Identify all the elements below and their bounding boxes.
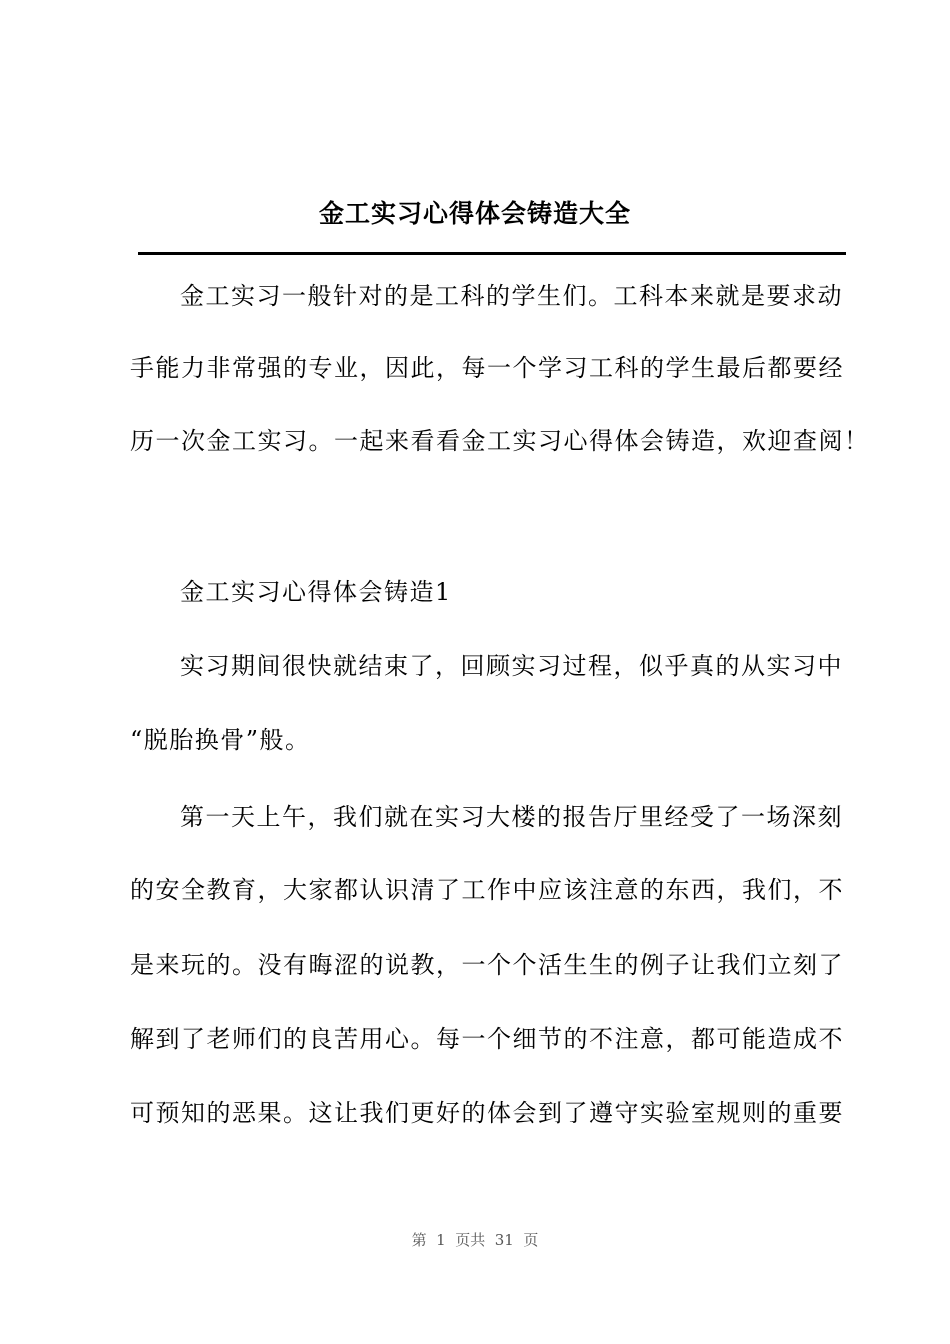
title-divider — [138, 252, 846, 255]
section-heading: 金工实习心得体会铸造1 — [180, 578, 452, 606]
paragraph2-line-1: 第一天上午，我们就在实习大楼的报告厅里经受了一场深刻 — [180, 803, 843, 831]
paragraph2-line-5: 可预知的恶果。这让我们更好的体会到了遵守实验室规则的重要 — [130, 1099, 844, 1127]
intro-line-2: 手能力非常强的专业，因此，每一个学习工科的学生最后都要经 — [130, 354, 844, 382]
intro-line-3: 历一次金工实习。一起来看看金工实习心得体会铸造，欢迎查阅！ — [130, 427, 870, 455]
document-title: 金工实习心得体会铸造大全 — [318, 199, 631, 228]
intro-line-1: 金工实习一般针对的是工科的学生们。工科本来就是要求动 — [180, 282, 843, 310]
paragraph2-line-3: 是来玩的。没有晦涩的说教，一个个活生生的例子让我们立刻了 — [130, 951, 844, 979]
paragraph1-line-1: 实习期间很快就结束了，回顾实习过程，似乎真的从实习中 — [180, 652, 843, 680]
page-footer: 第 1 页共 31 页 — [411, 1231, 539, 1249]
paragraph2-line-2: 的安全教育，大家都认识清了工作中应该注意的东西，我们，不 — [130, 876, 844, 904]
paragraph2-line-4: 解到了老师们的良苦用心。每一个细节的不注意，都可能造成不 — [130, 1025, 844, 1053]
paragraph1-line-2: “脱胎换骨”般。 — [130, 726, 311, 754]
